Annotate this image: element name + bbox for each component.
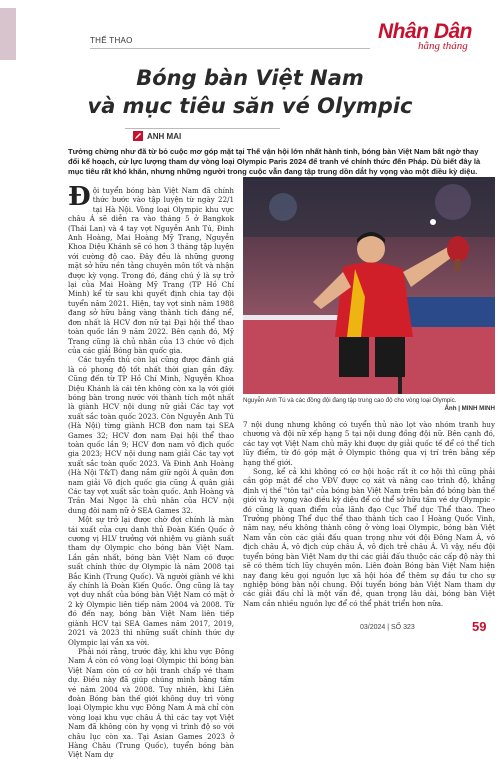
body-column-left [68,182,234,760]
author-byline [133,130,181,142]
article-lead: Tưởng chừng như đã từ bỏ cuộc mơ góp mặt tại Thế vận hội lớn nhất hành tinh, bóng bàn Việt Nam bất ngờ thay đổi kế hoạch, cử lực lượng tham dự vòng loại Olympic Paris 2024 để tranh vé chính thức đến Pháp. Dù biết đây là mục tiêu rất khó khăn, nhưng những người trong cuộc vẫn đang tập trung dồn dắt hy vọng vào một điều kỳ diệu. [68,147,481,176]
body-paragraph: Các tuyển thủ còn lại cũng được đánh giá là có phong độ tốt nhất thời gian gần đây. Cũng đến từ TP Hồ Chí Minh, Nguyễn Khoa Diệu Khánh là cái tên không còn xa lạ với giới bóng bàn trong nước với thành tích một nhất là giành HCV nội dung nữ giải Các tay vợt xuất sắc toàn quốc 2023. Còn Nguyễn Anh Tú (Hà Nội) từng giành HCB đơn nam tại SEA Games 32; HCV đơn nam Đại hội thể thao toàn quốc lần 9; HCV đơn nam vô địch quốc gia 2023; HCV nội dung nam giải Các tay vợt xuất sắc toàn quốc 2023. Và Đinh Anh Hoàng (Hà Nội T&T) đang nắm giữ ngôi Á quân đơn nam giải Vô địch quốc gia cũng Á quân giải Các tay vợt xuất sắc toàn quốc. Anh Hoàng và Trần Mai Ngọc là chủ nhân của HCV nội dung đôi nam nữ ở SEA Games 32. [68,355,234,515]
article-photo [243,177,495,394]
logo-main-text: Nhân Dân [378,20,473,43]
body-column-right [243,420,495,608]
pen-icon [133,131,143,141]
article-title-line1: Bóng bàn Việt Nam [136,66,364,90]
photo-credit: Ảnh | MINH MINH [444,405,495,412]
issue-info: 03/2024 | SỐ 323 [360,624,415,631]
body-paragraph: Song, kể cả khi không có cơ hội hoặc rất ít cơ hội thì cũng phải cần góp mặt để cho VĐV được cọ xát và nâng cao trình độ, khẳng định vị thế "tôn tại" của bóng bàn Việt Nam trên bản đồ bóng bàn thế giới và hy vọng vào điều kỳ diệu để có thể sở hữu tấm vé dự Olympic - đó cũng là quan điểm của lãnh đạo Cục Thể dục Thể thao. Theo Trưởng phòng Thể dục thể thao thành tích cao I Hoàng Quốc Vinh, năm nay, nếu không thành công ở vòng loại Olympic, bóng bàn Việt Nam vẫn còn các giải đấu quan trọng như với đội Đông Nam Á, vô địch châu Á, vô địch cúp châu Á, vô địch trẻ châu Á. Vì vậy, nếu đội tuyển bóng bàn Việt Nam dự thi các giải đấu thuộc các cấp độ này thì sẽ có thêm tích lũy chuyên môn. Liên đoàn Bóng bàn Việt Nam hiện nay đang kêu gọi nguồn lực xã hội hóa để thêm sự đầu tư cho sự nghiệp bóng bàn nội chung. Đội tuyển bóng bàn Việt Nam tham dự các giải đấu chỉ là một vấn đề, quan trọng lâu dài, bóng bàn Việt Nam cần nhiều nguồn lực để có thể phát triển hơn nữa. [243,467,495,608]
section-divider [90,48,370,49]
table-tennis-player-illustration [243,177,495,394]
section-label: THỂ THAO [90,36,133,45]
newspaper-logo[interactable] [378,18,482,56]
author-divider [125,128,280,129]
logo-sub-text: hằng tháng [418,40,468,52]
decorative-bar [0,8,16,60]
body-paragraph: 7 nội dung nhưng không có tuyển thủ nào lọt vào nhóm tranh huy chương và đội nữ xếp hạng 5 tại nội dung đồng đội nữ. Bên cạnh đó, các tay vợt Việt Nam chủ mãy khi được dự giải quốc tế để có thể tích lũy điểm, từ đó góp mặt ở Olympic thông qua vị trí trên bảng xếp hạng thế giới. [243,420,495,467]
body-paragraph: Phải nói rằng, trước đây, khi khu vực Đông Nam Á còn có vòng loại Olympic thì bóng bàn Việt Nam còn có cơ hội tranh chấp vé tham dự. Điều này đã giúp chúng mình bằng tấm vé năm 2004 và 2008. Tuy nhiên, khi Liên đoàn Bóng bàn thế giới không duy trì vòng loại Olympic khu vực Đông Nam Á mà chỉ còn vòng loại khu vực châu Á thì các tay vợt Việt Nam đã không còn hy vọng vì trình độ so với châu lục còn xa. Tại Asian Games 2023 ở Hàng Châu (Trung Quốc), tuyển bóng bàn Việt Nam dự [68,646,234,760]
author-name: ANH MAI [147,131,182,141]
page-number: 59 [472,619,487,634]
caption-text: Nguyễn Anh Tú và các đồng đội đang tập trung cao độ cho vòng loại Olympic. [243,397,457,404]
photo-caption [243,397,495,413]
body-paragraph: ội tuyển bóng bàn Việt Nam đã chính thức bước vào tập luyện từ ngày 22/1 tại Hà Nội. Vòng loại Olympic khu vực châu Á sẽ diễn ra vào tháng 5 ở Bangkok (Thái Lan) và 4 tay vợt Nguyễn Anh Tú, Đinh Anh Hoàng, Mai Hoàng Mỹ Trang, Nguyễn Khoa Diệu Khánh sẽ có hơn 3 tháng tập luyện với cường độ cao. Đây đều là những gương mặt sở hữu nền tảng chuyên môn tốt và nhận được kỳ vọng. Trong đó, đáng chú ý là sự trở lại của Mai Hoàng Mỹ Trang (TP Hồ Chí Minh) kể từ sau khi quyết định chia tay đội tuyển năm 2021. Hiện, tay vợt sinh năm 1988 đang sở hữu bảng vàng thành tích đáng nể, đơn nhất là HCV đơn nữ tại Đại hội thể thao toàn quốc lần 9 năm 2022. Bên cạnh đó, Mỹ Trang cũng là chủ nhân của 13 chức vô địch của các giải Bóng bàn quốc gia. [68,186,234,355]
drop-cap: Đ [68,182,91,212]
body-paragraph: Một sự trở lại được chờ đợi chính là màn tái xuất của cựu danh thủ Đoàn Kiến Quốc ở cương vị HLV trưởng với nhiệm vụ giành suất tham dự Olympic cho bóng bàn Việt Nam. Lần gần nhất, bóng bàn Việt Nam có được suất chính thức dự Olympic là năm 2008 tại Bắc Kinh (Trung Quốc). Và người giành vé khi ấy chính là Đoàn Kiến Quốc. Ông cũng là tay vợt duy nhất của bóng bàn Việt Nam có mặt ở 2 kỳ Olympic liên tiếp năm 2004 và 2008. Từ đó đến nay, bóng bàn Việt Nam liên tiếp giành HCV tại SEA Games năm 2017, 2019, 2021 và 2023 thì những suất chính thức dự Olympic lại vắn xa vời. [68,515,234,647]
article-title-line2: và mục tiêu săn vé Olympic [87,94,413,118]
